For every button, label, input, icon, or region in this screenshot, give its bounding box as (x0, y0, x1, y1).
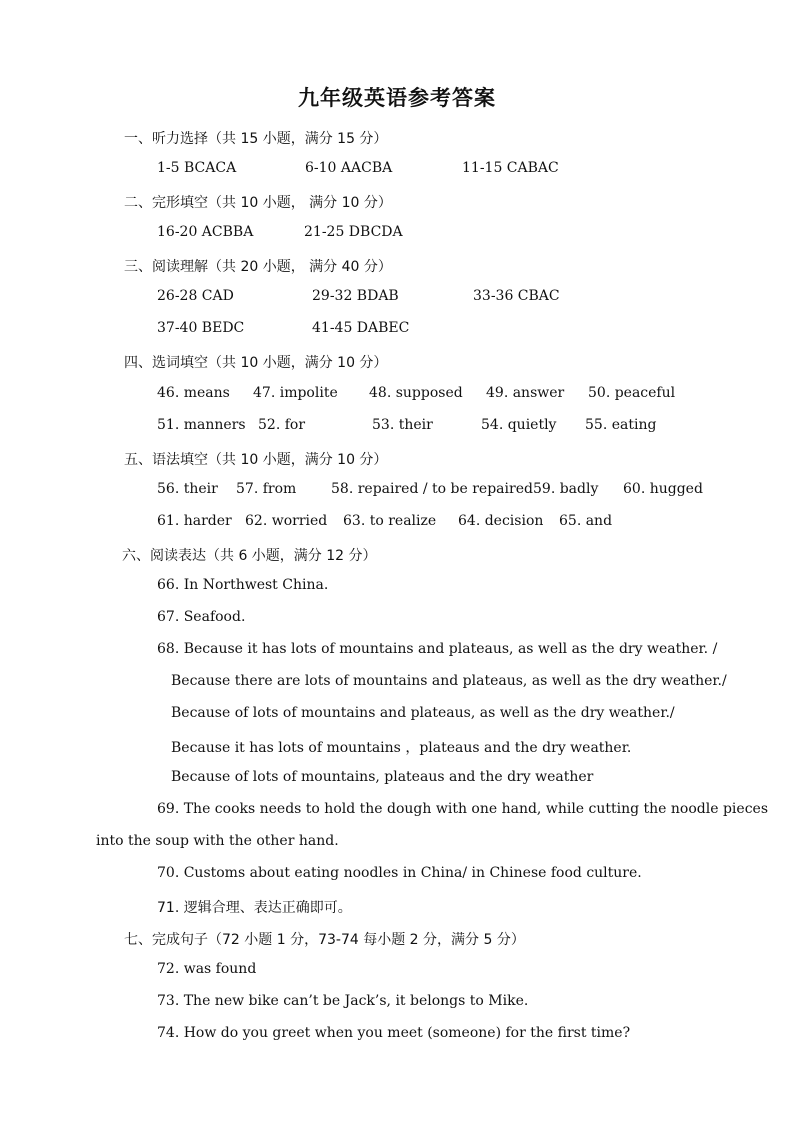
page-title: 九年级英语参考答案 (298, 86, 496, 110)
answer-69-continued: into the soup with the other hand. (96, 833, 339, 849)
answer-item: 48. supposed (369, 385, 463, 401)
answer-item: 47. impolite (253, 385, 338, 401)
answer-71: 71. 逻辑合理、表达正确即可。 (157, 900, 352, 916)
answer-68-alt: Because it has lots of mountains ，plateaus and the dry weather. (171, 740, 632, 756)
section-2-heading: 二、完形填空（共 10 小题， 满分 10 分） (124, 195, 392, 211)
answer-item: 49. answer (486, 385, 565, 401)
answer-item: 65. and (559, 513, 613, 529)
answer-item: 60. hugged (623, 481, 703, 497)
answer-item: 54. quietly (481, 417, 557, 433)
answer-item: 46. means (157, 385, 230, 401)
answer-group: 16-20 ACBBA (157, 224, 254, 240)
answer-item: 56. their (157, 481, 218, 497)
answer-group: 37-40 BEDC (157, 320, 245, 336)
section-5-heading: 五、语法填空（共 10 小题，满分 10 分） (124, 452, 388, 468)
answer-69: 69. The cooks needs to hold the dough with one hand, while cutting the noodle pieces (157, 801, 769, 817)
answer-group: 6-10 AACBA (305, 160, 393, 176)
answer-group: 11-15 CABAC (462, 160, 559, 176)
answer-item: 53. their (372, 417, 433, 433)
answer-group: 1-5 BCACA (157, 160, 237, 176)
answer-68-alt: Because there are lots of mountains and plateaus, as well as the dry weather./ (171, 673, 727, 689)
answer-item: 64. decision (458, 513, 544, 529)
section-7-heading: 七、完成句子（72 小题 1 分，73-74 每小题 2 分，满分 5 分） (124, 932, 525, 948)
answer-group: 33-36 CBAC (473, 288, 560, 304)
answer-70: 70. Customs about eating noodles in China/ in Chinese food culture. (157, 865, 642, 881)
answer-item: 58. repaired / to be repaired (331, 481, 533, 497)
section-1-heading: 一、听力选择（共 15 小题，满分 15 分） (124, 131, 388, 147)
answer-group: 21-25 DBCDA (304, 224, 403, 240)
answer-group: 26-28 CAD (157, 288, 234, 304)
section-4-heading: 四、选词填空（共 10 小题，满分 10 分） (124, 355, 388, 371)
answer-item: 50. peaceful (588, 385, 676, 401)
answer-74: 74. How do you greet when you meet (someone) for the first time? (157, 1025, 631, 1041)
answer-item: 51. manners (157, 417, 246, 433)
answer-73: 73. The new bike can’t be Jack’s, it belongs to Mike. (157, 993, 529, 1009)
answer-item: 63. to realize (343, 513, 437, 529)
answer-item: 55. eating (585, 417, 657, 433)
answer-66: 66. In Northwest China. (157, 577, 329, 593)
answer-68: 68. Because it has lots of mountains and plateaus, as well as the dry weather. / (157, 641, 718, 657)
answer-72: 72. was found (157, 961, 257, 977)
answer-item: 57. from (236, 481, 297, 497)
answer-item: 61. harder (157, 513, 232, 529)
answer-group: 41-45 DABEC (312, 320, 410, 336)
answer-67: 67. Seafood. (157, 609, 246, 625)
answer-group: 29-32 BDAB (312, 288, 399, 304)
answer-item: 52. for (258, 417, 306, 433)
answer-item: 62. worried (245, 513, 328, 529)
section-6-heading: 六、阅读表达（共 6 小题，满分 12 分） (122, 548, 377, 564)
section-3-heading: 三、阅读理解（共 20 小题， 满分 40 分） (124, 259, 392, 275)
answer-68-alt: Because of lots of mountains, plateaus and the dry weather (171, 769, 594, 785)
answer-item: 59. badly (533, 481, 599, 497)
answer-68-alt: Because of lots of mountains and plateaus, as well as the dry weather./ (171, 705, 675, 721)
